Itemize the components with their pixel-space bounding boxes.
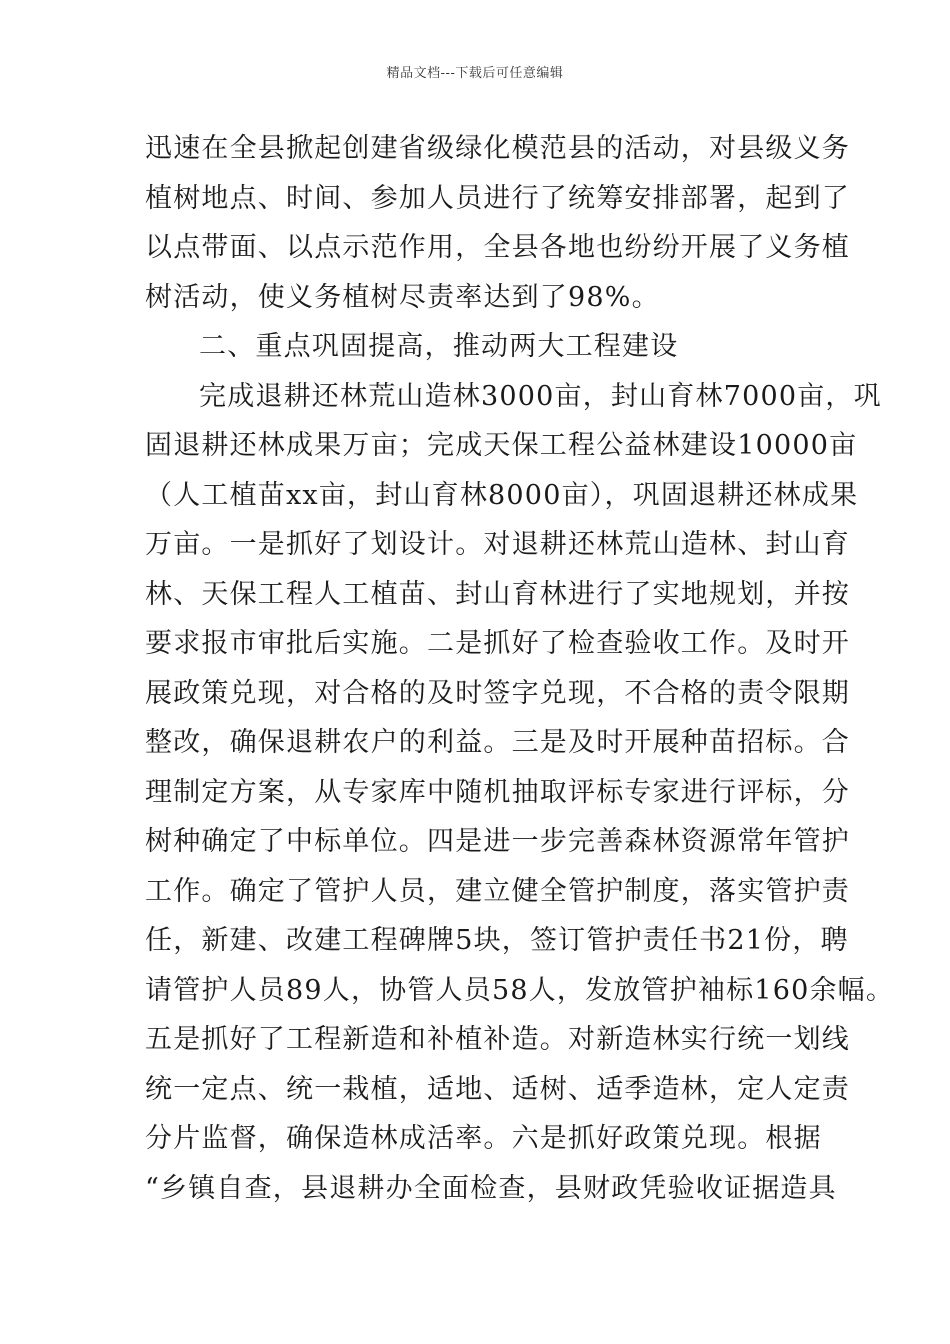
text-line: 分片监督，确保造林成活率。六是抓好政策兑现。根据	[145, 1123, 822, 1154]
page-header: 精品文档---下载后可任意编辑	[386, 66, 564, 81]
text-line: 要求报市审批后实施。二是抓好了检查验收工作。及时开	[145, 628, 850, 659]
paragraph-start-line: 完成退耕还林荒山造林3000亩，封山育林7000亩，巩	[199, 380, 882, 412]
text-line: 树种确定了中标单位。四是进一步完善森林资源常年管护	[145, 826, 850, 857]
text-line: 统一定点、统一栽植，适地、适树、适季造林，定人定责	[145, 1073, 850, 1105]
text-line: 整改，确保退耕农户的利益。三是及时开展种苗招标。合	[145, 727, 850, 758]
text-line: 请管护人员89人，协管人员58人，发放管护袖标160余幅。	[145, 974, 895, 1006]
text-line: 理制定方案，从专家库中随机抽取评标专家进行评标，分	[145, 776, 850, 808]
text-line: 林、天保工程人工植苗、封山育林进行了实地规划，并按	[145, 578, 850, 610]
document-body	[145, 124, 895, 1213]
text-line: 任，新建、改建工程碑牌5块，签订管护责任书21份，聘	[145, 925, 849, 956]
text-line: 五是抓好了工程新造和补植补造。对新造林实行统一划线	[145, 1024, 850, 1055]
text-line: 迅速在全县掀起创建省级绿化模范县的活动，对县级义务	[145, 133, 850, 164]
text-line: 工作。确定了管护人员，建立健全管护制度，落实管护责	[145, 875, 850, 907]
text-line: 树活动，使义务植树尽责率达到了98%。	[145, 281, 660, 313]
text-line: 以点带面、以点示范作用，全县各地也纷纷开展了义务植	[145, 232, 850, 263]
text-line: “乡镇自查，县退耕办全面检查，县财政凭验收证据造具	[145, 1172, 837, 1204]
text-line: 固退耕还林成果万亩；完成天保工程公益林建设10000亩	[145, 430, 858, 461]
section-heading: 二、重点巩固提高，推动两大工程建设	[199, 331, 679, 362]
text-line: 万亩。一是抓好了划设计。对退耕还林荒山造林、封山育	[145, 529, 850, 560]
text-line: 植树地点、时间、参加人员进行了统筹安排部署，起到了	[145, 182, 850, 214]
text-line: （人工植苗xx亩，封山育林8000亩），巩固退耕还林成果	[145, 479, 859, 511]
text-line: 展政策兑现，对合格的及时签字兑现，不合格的责令限期	[145, 677, 850, 709]
